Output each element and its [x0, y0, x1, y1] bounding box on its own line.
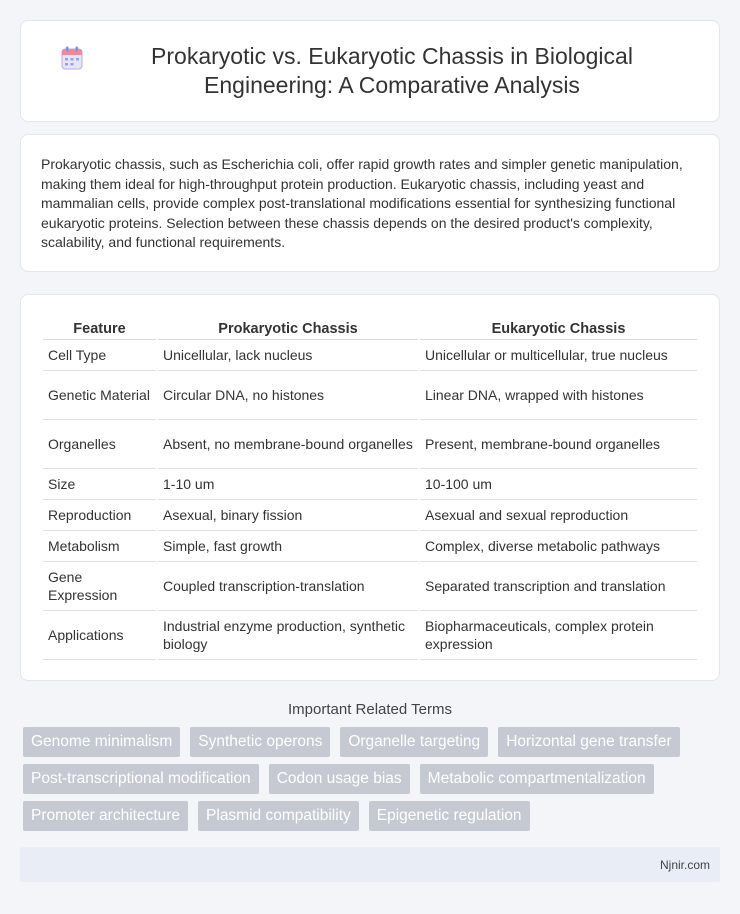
- table-cell-feature: Genetic Material: [43, 371, 156, 420]
- tag-post-transcriptional-modification[interactable]: Post-transcriptional modification: [23, 764, 259, 794]
- table-cell-eukaryotic: Complex, diverse metabolic pathways: [420, 531, 697, 562]
- footer-source[interactable]: Njnir.com: [659, 857, 710, 872]
- column-header-feature: Feature: [43, 317, 156, 340]
- tag-codon-usage-bias[interactable]: Codon usage bias: [269, 764, 410, 794]
- tag-organelle-targeting[interactable]: Organelle targeting: [340, 727, 488, 757]
- page-title: Prokaryotic vs. Eukaryotic Chassis in Biological Engineering: A Comparative Analysis: [151, 43, 633, 98]
- table-cell-prokaryotic: Asexual, binary fission: [158, 500, 418, 531]
- table-cell-prokaryotic: Industrial enzyme production, synthetic biology: [158, 611, 418, 660]
- table-cell-eukaryotic: 10-100 um: [420, 469, 697, 500]
- intro-text: Prokaryotic chassis, such as Escherichia coli, offer rapid growth rates and simpler genetic manipulation, making them ideal for high-throughput protein production. Eukaryotic chassis, including yeast and mammalian cells, provide complex post-translational modifications essential for synthesizing functional eukaryotic proteins. Selection between these chassis depends on the desired product's complexity, scalability, and functional requirements.: [41, 156, 683, 250]
- table-cell-feature: Gene Expression: [43, 562, 156, 611]
- comparison-table-card: [20, 294, 720, 681]
- comparison-table: [41, 317, 699, 660]
- tag-plasmid-compatibility[interactable]: Plasmid compatibility: [198, 801, 359, 831]
- table-cell-feature: Size: [43, 469, 156, 500]
- intro-card: [20, 134, 720, 272]
- table-cell-prokaryotic: Unicellular, lack nucleus: [158, 340, 418, 371]
- table-cell-prokaryotic: Circular DNA, no histones: [158, 371, 418, 420]
- table-row: [43, 611, 697, 660]
- tag-synthetic-operons[interactable]: Synthetic operons: [190, 727, 330, 757]
- tag-genome-minimalism[interactable]: Genome minimalism: [23, 727, 180, 757]
- table-row: [43, 531, 697, 562]
- table-cell-feature: Organelles: [43, 420, 156, 469]
- related-terms-section: [0, 701, 740, 718]
- calendar-icon: [61, 46, 83, 70]
- footer: [20, 847, 720, 882]
- tag-horizontal-gene-transfer[interactable]: Horizontal gene transfer: [498, 727, 679, 757]
- tag-promoter-architecture[interactable]: Promoter architecture: [23, 801, 188, 831]
- table-cell-prokaryotic: Coupled transcription-translation: [158, 562, 418, 611]
- table-cell-feature: Reproduction: [43, 500, 156, 531]
- related-terms-title: Important Related Terms: [288, 701, 452, 718]
- tag-epigenetic-regulation[interactable]: Epigenetic regulation: [369, 801, 530, 831]
- tag-metabolic-compartmentalization[interactable]: Metabolic compartmentalization: [420, 764, 654, 794]
- table-cell-prokaryotic: Absent, no membrane-bound organelles: [158, 420, 418, 469]
- table-cell-eukaryotic: Unicellular or multicellular, true nucleus: [420, 340, 697, 371]
- table-row: [43, 562, 697, 611]
- header-card: [20, 20, 720, 122]
- header-inner: [61, 42, 679, 100]
- table-row: [43, 500, 697, 531]
- related-terms-tags: [20, 727, 720, 838]
- table-cell-feature: Metabolism: [43, 531, 156, 562]
- column-header-eukaryotic: Eukaryotic Chassis: [420, 317, 697, 340]
- table-header-row: [43, 317, 697, 340]
- table-cell-eukaryotic: Linear DNA, wrapped with histones: [420, 371, 697, 420]
- table-row: [43, 469, 697, 500]
- table-cell-feature: Applications: [43, 611, 156, 660]
- table-cell-eukaryotic: Present, membrane-bound organelles: [420, 420, 697, 469]
- table-cell-prokaryotic: Simple, fast growth: [158, 531, 418, 562]
- table-row: [43, 420, 697, 469]
- table-row: [43, 340, 697, 371]
- table-row: [43, 371, 697, 420]
- column-header-prokaryotic: Prokaryotic Chassis: [158, 317, 418, 340]
- table-cell-prokaryotic: 1-10 um: [158, 469, 418, 500]
- table-cell-feature: Cell Type: [43, 340, 156, 371]
- table-cell-eukaryotic: Separated transcription and translation: [420, 562, 697, 611]
- table-cell-eukaryotic: Asexual and sexual reproduction: [420, 500, 697, 531]
- table-cell-eukaryotic: Biopharmaceuticals, complex protein expression: [420, 611, 697, 660]
